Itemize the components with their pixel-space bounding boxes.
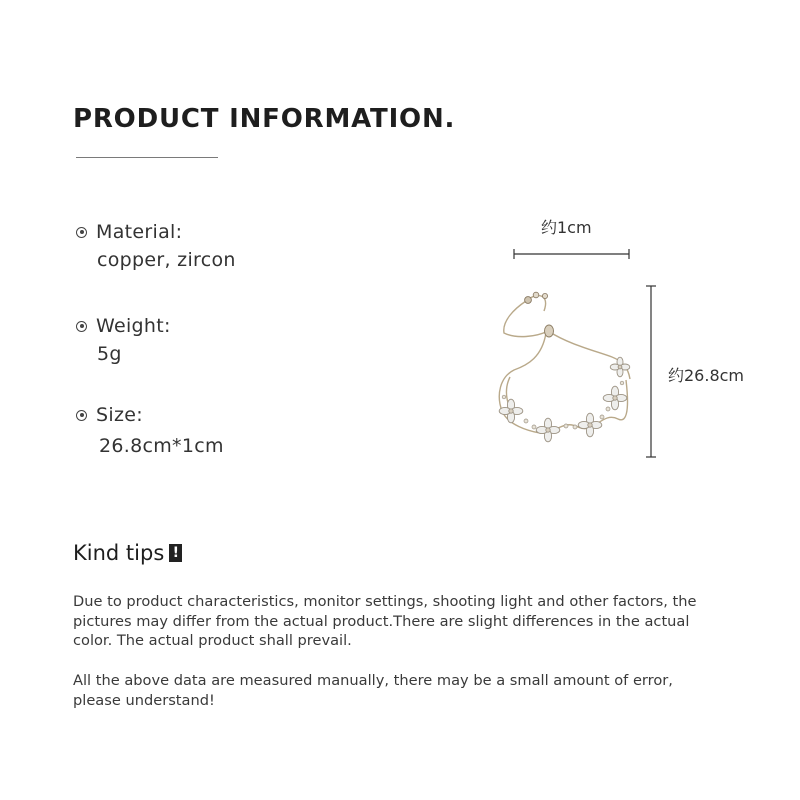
- spec-weight-label: Weight:: [96, 315, 171, 337]
- title-divider: [76, 157, 218, 158]
- bracelet-illustration-icon: [480, 205, 780, 475]
- product-figure: [480, 205, 780, 475]
- disclaimer-paragraph-2: All the above data are measured manually, there may be a small amount of error, please understand!: [73, 672, 673, 709]
- dimension-width-label: 约1cm: [541, 218, 592, 237]
- spec-size-label: Size:: [96, 404, 143, 426]
- bullet-icon: [76, 410, 87, 421]
- bullet-icon: [76, 321, 87, 332]
- spec-weight-value: 5g: [97, 343, 122, 365]
- spec-size-value: 26.8cm*1cm: [99, 435, 224, 457]
- kind-tips-title: Kind tips: [73, 541, 165, 565]
- page-title: PRODUCT INFORMATION.: [73, 104, 456, 134]
- spec-material-label: Material:: [96, 221, 183, 243]
- disclaimer-paragraph-1: Due to product characteristics, monitor settings, shooting light and other factors, the pictures may differ from the actual product.There are slight differences in the actual color. The actual product shall prevail.: [73, 593, 697, 649]
- spec-weight: [76, 313, 376, 365]
- exclamation-icon: !: [169, 544, 182, 562]
- spec-material-value: copper, zircon: [97, 249, 236, 271]
- spec-material: [76, 219, 376, 271]
- kind-tips-heading: [73, 541, 182, 565]
- bullet-icon: [76, 227, 87, 238]
- spec-size: [76, 402, 376, 457]
- dimension-length-label: 约26.8cm: [668, 366, 745, 385]
